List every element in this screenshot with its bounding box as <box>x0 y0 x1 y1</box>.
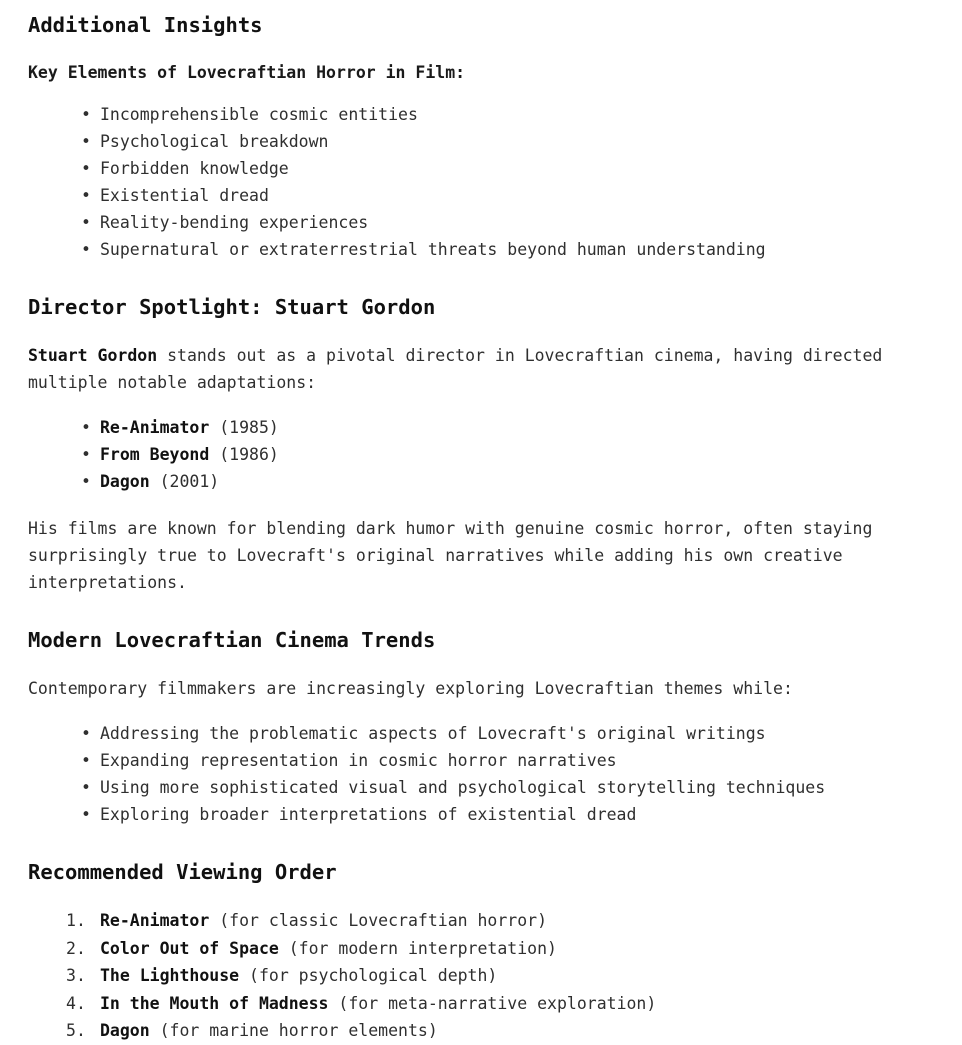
list-item: • Exploring broader interpretations of existential dread <box>28 801 938 828</box>
key-elements-label <box>28 61 938 85</box>
list-item: • Forbidden knowledge <box>28 155 938 182</box>
film-title: Dagon <box>100 472 150 491</box>
list-item <box>28 414 938 441</box>
film-year: (1986) <box>219 445 279 464</box>
film-note: (for meta-narrative exploration) <box>328 993 657 1013</box>
film-title: Dagon <box>100 1021 150 1040</box>
director-name: Stuart Gordon <box>28 346 158 365</box>
film-title: Re-Animator <box>100 911 210 930</box>
film-note: (for marine horror elements) <box>149 1021 438 1040</box>
list-item <box>28 907 938 935</box>
list-item <box>28 935 938 963</box>
key-elements-list <box>28 101 938 263</box>
key-elements-label-text: Key Elements of Lovecraftian Horror in Film <box>28 63 456 82</box>
list-item <box>28 962 938 990</box>
page-title: Additional Insights <box>28 13 263 37</box>
list-item: • Addressing the problematic aspects of Lovecraft's original writings <box>28 720 938 747</box>
film-note: (for psychological depth) <box>239 966 498 985</box>
director-spotlight-heading: Director Spotlight: Stuart Gordon <box>28 295 436 319</box>
director-closing-paragraph: His films are known for blending dark humor with genuine cosmic horror, often staying surprisingly true to Lovecraft's original narratives while adding his own creative interpretations. <box>28 519 873 592</box>
list-item <box>28 468 938 495</box>
modern-trends-intro: Contemporary filmmakers are increasingly exploring Lovecraftian themes while: <box>28 679 793 698</box>
film-title: The Lighthouse <box>100 966 240 985</box>
list-item <box>28 1017 938 1045</box>
film-note: (for classic Lovecraftian horror) <box>209 911 548 930</box>
list-item: • Using more sophisticated visual and psychological storytelling techniques <box>28 774 938 801</box>
film-year: (2001) <box>159 472 220 491</box>
film-title: Re-Animator <box>100 418 210 437</box>
film-title: In the Mouth of Madness <box>100 993 329 1013</box>
film-title: Color Out of Space <box>100 938 279 958</box>
viewing-order-heading: Recommended Viewing Order <box>28 860 337 884</box>
modern-trends-heading: Modern Lovecraftian Cinema Trends <box>28 628 436 652</box>
list-item: • Expanding representation in cosmic horror narratives <box>28 747 938 774</box>
list-item: • Incomprehensible cosmic entities <box>28 101 938 128</box>
key-elements-label-colon: : <box>455 63 466 82</box>
film-year: (1985) <box>219 418 279 437</box>
film-title: From Beyond <box>100 445 210 464</box>
director-films-list <box>28 414 938 495</box>
list-item: • Psychological breakdown <box>28 128 938 155</box>
film-note: (for modern interpretation) <box>278 938 557 958</box>
director-spotlight-intro-rest: stands out as a pivotal director in Lovecraftian cinema, having directed multiple notable adaptations: <box>28 346 883 392</box>
list-item <box>28 441 938 468</box>
director-spotlight-intro <box>28 342 938 396</box>
list-item <box>28 990 938 1018</box>
list-item: • Reality-bending experiences <box>28 209 938 236</box>
modern-trends-list <box>28 720 938 828</box>
list-item: • Supernatural or extraterrestrial threats beyond human understanding <box>28 236 938 263</box>
list-item: • Existential dread <box>28 182 938 209</box>
